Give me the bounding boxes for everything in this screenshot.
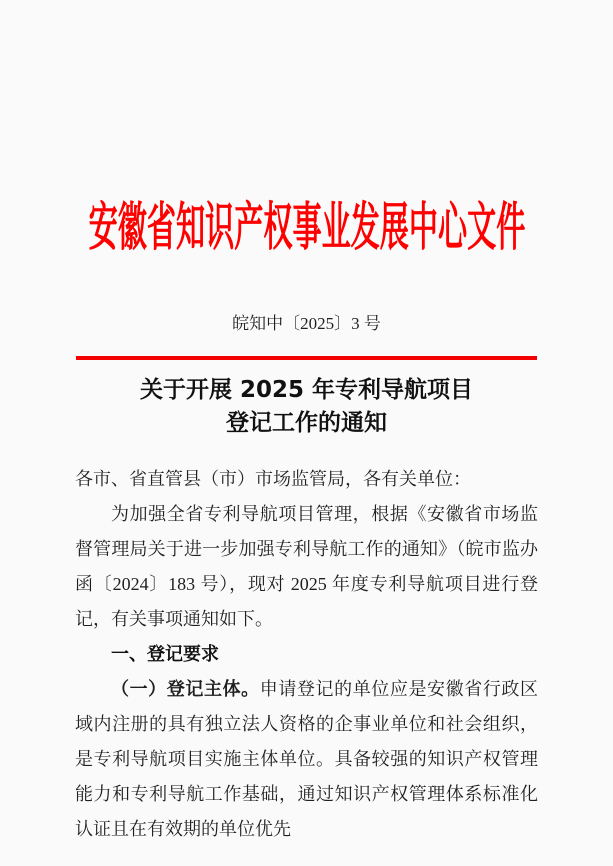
document-title [0,374,613,440]
section-heading-1: 一、登记要求 [111,644,219,665]
item-1-lead: （一）登记主体。 [111,679,260,699]
document-body [75,462,538,847]
document-title-line2: 登记工作的通知 [226,410,387,436]
intro-paragraph: 为加强全省专利导航项目管理，根据《安徽省市场监督管理局关于进一步加强专利导航工作的通知》（皖市监办函〔2024〕183 号），现对 2025 年度专利导航项目进行登记，有关事项通知如下。 [75,504,538,629]
letterhead-title: 安徽省知识产权事业发展中心文件 [88,198,525,258]
item-1-body: 申请登记的单位应是安徽省行政区域内注册的具有独立法人资格的企事业单位和社会组织，是专利导航项目实施主体单位。具备较强的知识产权管理能力和专利导航工作基础，通过知识产权管理体系标准化认证且在有效期的单位优先 [75,679,539,839]
red-divider-line [76,356,537,360]
salutation-line: 各市、省直管县（市）市场监管局，各有关单位： [75,469,471,489]
document-title-line1: 关于开展 2025 年专利导航项目 [139,377,474,403]
document-number: 皖知中〔2025〕3 号 [232,314,381,333]
item-1-paragraph [75,672,538,847]
letterhead [0,200,613,256]
